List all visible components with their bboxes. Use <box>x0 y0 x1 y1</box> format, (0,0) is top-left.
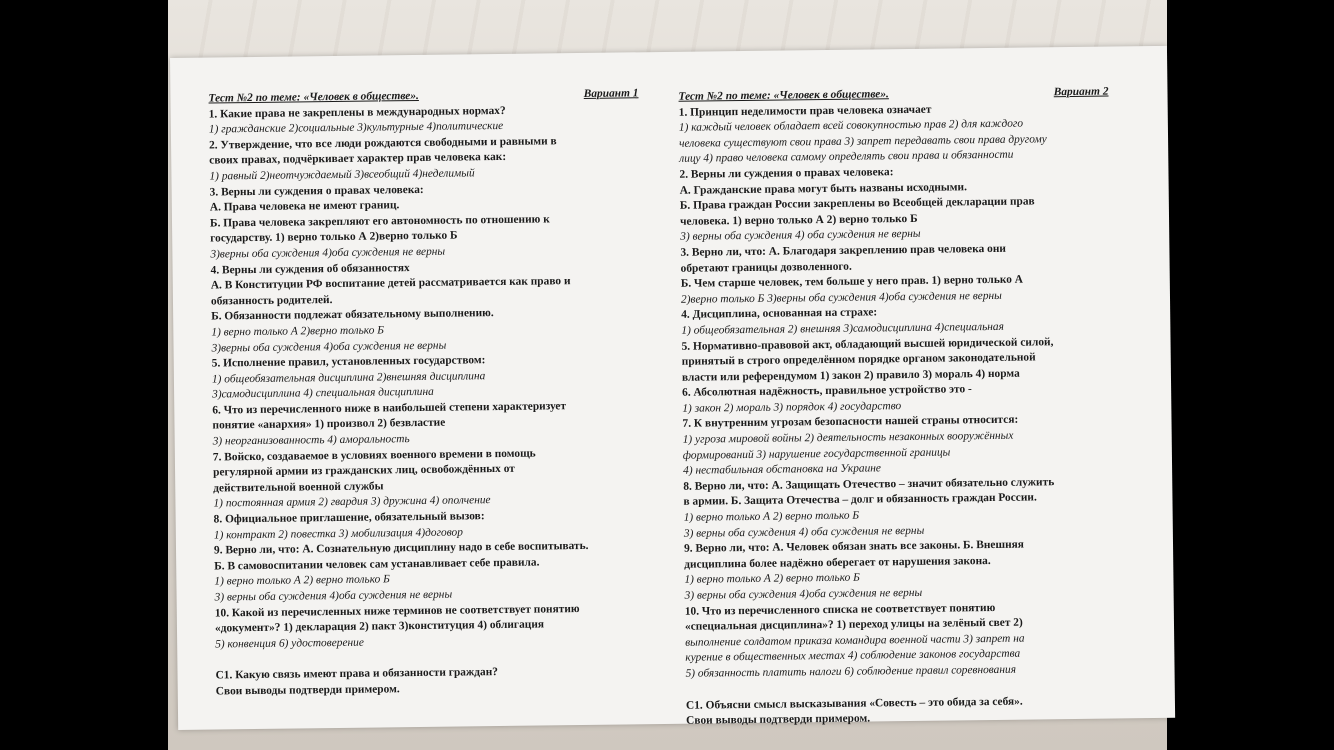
variant-2-column <box>678 85 1116 730</box>
text-line: курение в общественных местах 4) соблюдение законов государства <box>685 648 1021 665</box>
text-line: 1) угроза мировой войны 2) деятельность незаконных вооружённых <box>682 429 1014 446</box>
text-line: «документ»? 1) декларация 2) пакт 3)конституция 4) облигация <box>214 618 545 635</box>
text-line: формирований 3) нарушение государственной границы <box>682 446 951 462</box>
text-line: А. В Конституции РФ воспитание детей рассматривается как право и <box>210 275 571 292</box>
variant-2-c1-line-2: Свои выводы подтверди примером. <box>686 712 871 727</box>
text-line: 3) верны оба суждения 4)оба суждения не верны <box>684 586 923 602</box>
text-line: 6. Абсолютная надёжность, правильное устройство это - <box>682 383 972 400</box>
text-line: 5. Нормативно-правовой акт, обладающий высшей юридической силой, <box>681 335 1054 353</box>
text-line: обретают границы дозволенного. <box>680 260 852 275</box>
text-line: «специальная дисциплина»? 1) переход улицы на зелёный свет 2) <box>684 616 1023 633</box>
text-line: 3) верны оба суждения 4) оба суждения не верны <box>683 524 925 540</box>
variant-1-c1 <box>215 664 645 700</box>
text-line: 10. Что из перечисленного списка не соответствует понятию <box>684 601 996 618</box>
text-line: А. Гражданские права могут быть названы исходными. <box>679 180 967 197</box>
variant-1-c1-line-1: С1. Какую связь имеют права и обязанности граждан? <box>215 666 499 682</box>
text-line: 1. Принцип неделимости прав человека означает <box>678 103 932 119</box>
text-line: 8. Верно ли, что: А. Защищать Отечество – значит обязательно служить <box>683 476 1055 493</box>
variant-2-c1 <box>686 693 1116 729</box>
text-line: в армии. Б. Защита Отечества – долг и обязанность граждан России. <box>683 491 1037 509</box>
text-line: 5. Исполнение правил, установленных государством: <box>211 354 486 370</box>
text-line: человека. 1) верно только А 2) верно только Б <box>679 212 918 228</box>
text-line: 1) контракт 2) повестка 3) мобилизация 4)договор <box>213 526 463 542</box>
text-line: 1) постоянная армия 2) гвардия 3) дружина 4) ополчение <box>213 494 491 510</box>
text-line: 3)самодисциплина 4) специальная дисциплина <box>212 386 434 401</box>
variant-2-label: Вариант 2 <box>1053 85 1109 99</box>
text-line: 4. Верны ли суждения об обязанностях <box>210 261 410 277</box>
text-line: 6. Что из перечисленного ниже в наибольшей степени характеризует <box>212 400 567 417</box>
text-line: 7. К внутренним угрозам безопасности нашей страны относится: <box>682 414 1019 431</box>
text-line: 3. Верно ли, что: А. Благодаря закреплению прав человека они <box>680 242 1007 259</box>
text-line: 2. Утверждение, что все люди рождаются свободными и равными в <box>208 135 557 152</box>
text-line: 4. Дисциплина, основанная на страхе: <box>681 306 878 322</box>
variant-2-title: Тест №2 по теме: «Человек в обществе». <box>678 88 889 103</box>
text-line: государству. 1) верно только А 2)верно только Б <box>210 229 458 245</box>
text-line: 4) нестабильная обстановка на Украине <box>683 462 882 478</box>
variant-1-column <box>208 86 645 700</box>
text-line: 9. Верно ли, что: А. Человек обязан знать все законы. Б. Внешняя <box>683 538 1025 555</box>
text-line: 10. Какой из перечисленных ниже терминов не соответствует понятию <box>214 602 580 620</box>
text-line: 1) верно только А 2) верно только Б <box>214 573 390 588</box>
text-line: своих правах, подчёркивает характер прав человека как: <box>209 151 507 167</box>
text-line: 1) верно только А 2) верно только Б <box>683 509 860 524</box>
text-line: Б. В самовоспитании человек сам устанавливает себе правила. <box>214 556 540 573</box>
text-line: Б. Права граждан России закреплены во Всеобщей декларации прав <box>679 195 1035 212</box>
variant-1-questions <box>209 102 646 653</box>
text-line: 7. Войско, создаваемое в условиях военного времени в помощь <box>212 447 536 464</box>
text-line: 3)верны оба суждения 4)оба суждения не верны <box>211 339 447 355</box>
text-line: 3) верны оба суждения 4)оба суждения не верны <box>214 588 453 604</box>
test-sheet <box>170 46 1175 730</box>
text-line: Б. Чем старше человек, тем больше у него прав. 1) верно только А <box>680 273 1024 290</box>
text-line: 8. Официальное приглашение, обязательный вызов: <box>213 510 485 526</box>
text-line: дисциплина более надёжно оберегает от нарушения закона. <box>684 554 991 571</box>
text-line: 1) равный 2)неотчуждаемый 3)всеобщий 4)неделимый <box>209 167 475 183</box>
text-line: принятый в строго определённом порядке органом законодательной <box>681 351 1036 368</box>
text-line: Б. Права человека закрепляют его автономность по отношению к <box>209 213 550 230</box>
text-line: 3. Верны ли суждения о правах человека: <box>209 183 424 199</box>
text-line: 1) верно только А 2)верно только Б <box>211 324 384 339</box>
text-line: 5) обязанность платить налоги 6) соблюдение правил соревнования <box>685 663 1017 680</box>
text-line: 1) каждый человек обладает всей совокупностью прав 2) для каждого <box>678 117 1024 134</box>
text-line: 1) верно только А 2) верно только Б <box>684 572 860 587</box>
text-line: А. Права человека не имеют границ. <box>209 199 400 214</box>
text-line: 1) общеобязательная дисциплина 2)внешняя дисциплина <box>211 369 486 386</box>
variant-2-questions <box>679 100 1116 682</box>
text-line: 3) верны оба суждения 4) оба суждения не верны <box>680 228 921 244</box>
variant-1-title: Тест №2 по теме: «Человек в обществе». <box>208 89 419 105</box>
text-line: 5) конвенция 6) удостоверение <box>215 636 364 651</box>
text-line: регулярной армии из гражданских лиц, освобождённых от <box>212 463 515 479</box>
text-line: выполнение солдатом приказа командира военной части 3) запрет на <box>685 632 1025 649</box>
text-line: власти или референдумом 1) закон 2) правило 3) мораль 4) норма <box>681 367 1020 384</box>
text-line: 3)верны оба суждения 4)оба суждения не верны <box>210 245 446 261</box>
text-line: 1) общеобязательная 2) внешняя 3)самодисциплина 4)специальная <box>681 320 1004 337</box>
text-line: 2. Верны ли суждения о правах человека: <box>679 166 894 181</box>
text-line: 9. Верно ли, что: А. Сознательную дисциплину надо в себе воспитывать. <box>213 540 589 557</box>
text-line: 3) неорганизованность 4) аморальность <box>212 433 410 448</box>
variant-2-c1-line-1: С1. Объясни смысл высказывания «Совесть – это обида за себя». <box>685 695 1023 712</box>
text-line: действительной военной службы <box>213 480 384 495</box>
text-line: понятие «анархия» 1) произвол 2) безвластие <box>212 417 446 432</box>
text-line: 2)верно только Б 3)верны оба суждения 4)оба суждения не верны <box>680 289 1002 306</box>
text-line: 1) закон 2) мораль 3) порядок 4) государство <box>682 399 902 415</box>
text-line: обязанность родителей. <box>210 293 333 308</box>
variant-1-label: Вариант 1 <box>583 87 639 100</box>
text-line: 1) гражданские 2)социальные 3)культурные 4)политические <box>208 120 504 136</box>
text-line: человека существуют свои права 3) запрет передавать свои права другому <box>679 133 1047 150</box>
text-line: Б. Обязанности подлежат обязательному выполнению. <box>211 307 494 323</box>
text-line: лицу 4) право человека самому определять свои права и обязанности <box>679 149 1014 166</box>
text-line: 1. Какие права не закреплены в международных нормах? <box>208 104 506 121</box>
variant-1-c1-line-2: Свои выводы подтверди примером. <box>215 683 400 698</box>
